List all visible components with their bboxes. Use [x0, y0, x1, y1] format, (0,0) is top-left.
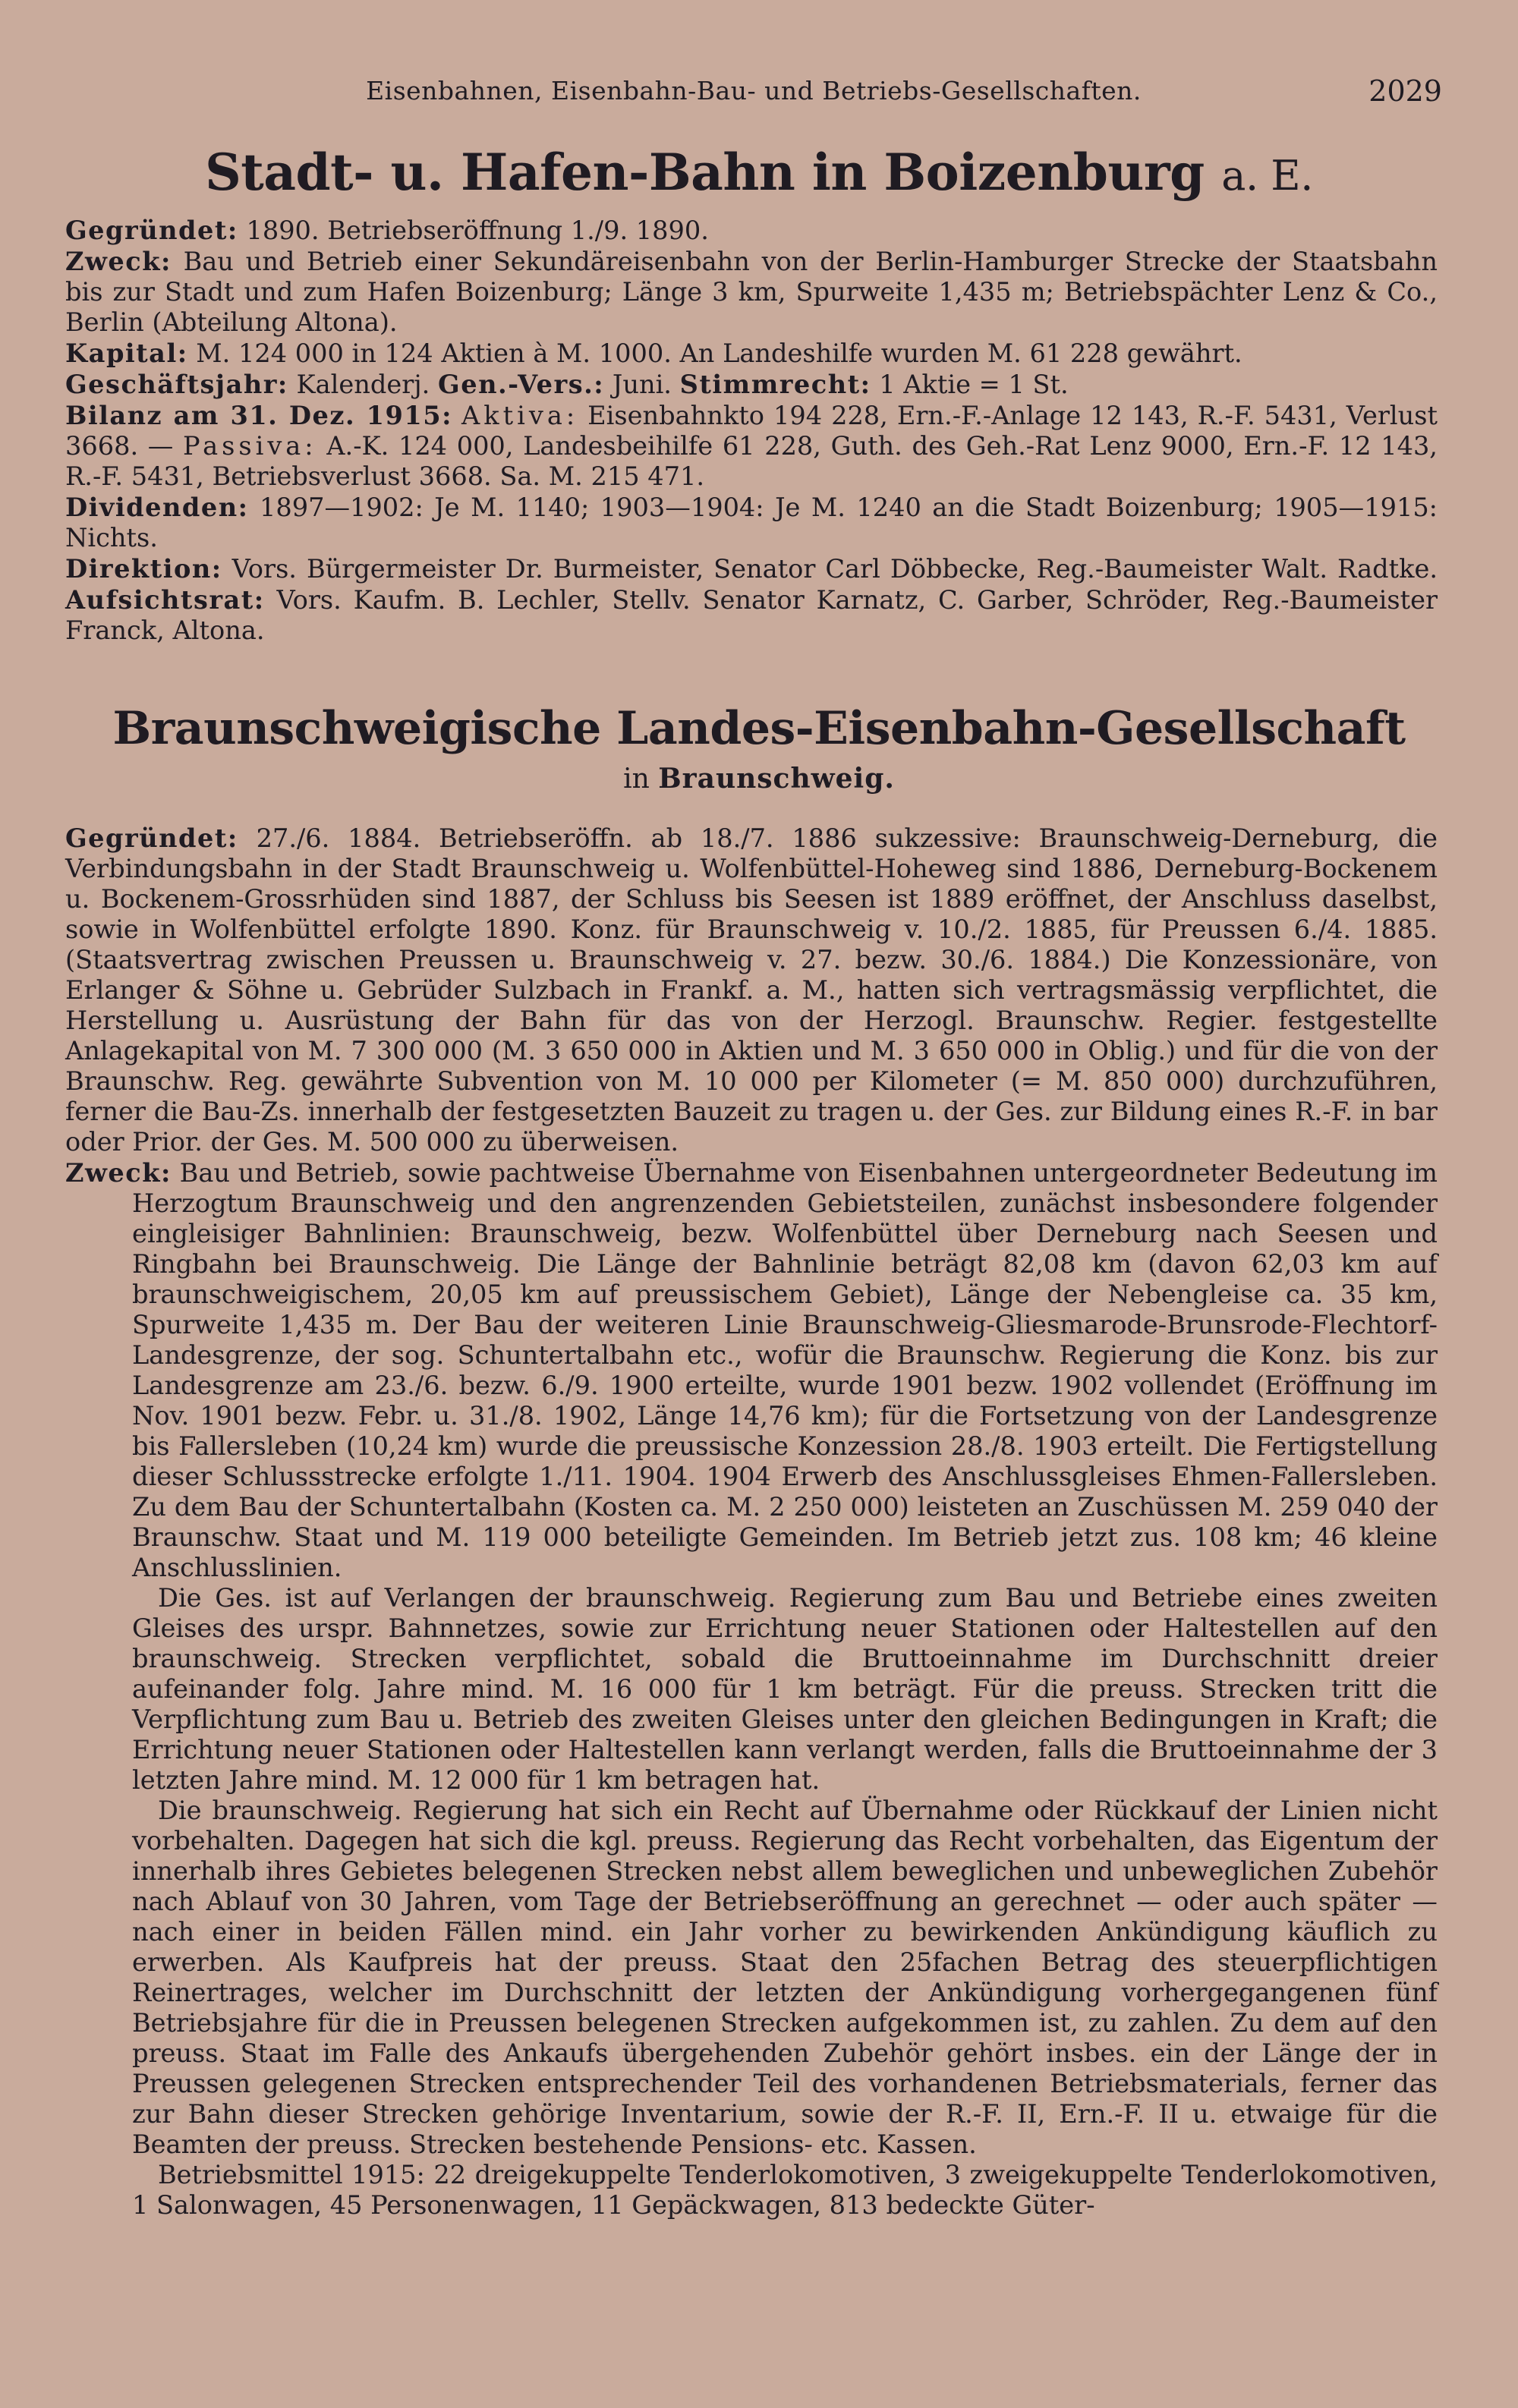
- label-betriebsmittel: Betriebsmittel 1915:: [158, 2160, 425, 2189]
- label-aktiva: Aktiva:: [461, 401, 579, 430]
- section1-title: [0, 143, 1518, 202]
- label-geschaeftsjahr: Geschäftsjahr:: [65, 369, 288, 399]
- label-passiva: Passiva:: [183, 431, 317, 461]
- label-stimmrecht: Stimmrecht:: [679, 369, 871, 399]
- section1-title-main: Stadt- u. Hafen-Bahn in Boizenburg: [205, 143, 1205, 202]
- section1-body: [65, 215, 1438, 646]
- stimmrecht-text: 1 Aktie = 1 St.: [871, 370, 1069, 399]
- label-bilanz: Bilanz am 31. Dez. 1915:: [65, 400, 453, 430]
- aufsichtsrat-text: Vors. Kaufm. B. Lechler, Stellv. Senator Karnatz, C. Garber, Schröder, Reg.-Baumeister Franck, Altona.: [65, 585, 1438, 645]
- para-gleise-text: Die Ges. ist auf Verlangen der braunschweig. Regierung zum Bau und Betriebe eines zweiten Gleises des urspr. Bahnnetzes, sowie zur Errichtung neuer Stationen oder Haltestellen auf den braunschweig. Strecken verpflichtet, sobald die Bruttoeinnahme im Durchschnitt dreier aufeinander folg. Jahre mind. M. 16 000 für 1 km beträgt. Für die preuss. Strecken tritt die Verpflichtung zum Bau u. Betrieb des zweiten Gleises unter den gleichen Bedingungen in Kraft; die Errichtung neuer Stationen oder Haltestellen kann verlangt werden, falls die Bruttoeinnahme der 3 letzten Jahre mind. M. 12 000 für 1 km betragen hat.: [132, 1583, 1438, 1795]
- section1-direktion: [65, 553, 1438, 646]
- zweck-2-text: Bau und Betrieb, sowie pachtweise Übernahme von Eisenbahnen untergeordneter Bedeutung im Herzogtum Braunschweig und den angrenzenden Gebietsteilen, zunächst insbesondere folgender eingleisiger Bahnlinien: Braunschweig, bezw. Wolfenbüttel über Derneburg nach Seesen und Ringbahn bei Braunschweig. Die Länge der Bahnlinie beträgt 82,08 km (davon 62,03 km auf braunschweigischem, 20,05 km auf preussischem Gebiet), Länge der Nebengleise ca. 35 km, Spurweite 1,435 m. Der Bau der weiteren Linie Braunschweig-Gliesmarode-Brunsrode-Flechtorf-Landesgrenze, der sog. Schuntertalbahn etc., wofür die Braunschw. Regierung die Konz. bis zur Landesgrenze am 23./6. bezw. 6./9. 1900 erteilte, wurde 1901 bezw. 1902 vollendet (Eröffnung im Nov. 1901 bezw. Febr. u. 31./8. 1902, Länge 14,76 km); für die Fortsetzung von der Landesgrenze bis Fallersleben (10,24 km) wurde die preussische Konzession 28./8. 1903 erteilt. Die Fertigstellung dieser Schlussstrecke erfolgte 1./11. 1904. 1904 Erwerb des Anschlussgleises Ehmen-Fallersleben. Zu dem Bau der Schuntertalbahn (Kosten ca. M. 2 250 000) leisteten an Zuschüssen M. 259 040 der Braunschw. Staat und M. 119 000 beteiligte Gemeinden. Im Betrieb jetzt zus. 108 km; 46 kleine Anschlusslinien.: [132, 1158, 1438, 1582]
- direktion-text: Vors. Bürgermeister Dr. Burmeister, Senator Carl Döbbecke, Reg.-Baumeister Walt. Radtke.: [222, 554, 1438, 584]
- label-gen-vers: Gen.-Vers.:: [438, 369, 605, 399]
- section1-dividenden: [65, 492, 1438, 553]
- label-kapital: Kapital:: [65, 338, 188, 368]
- section2-gegruendet: [65, 823, 1438, 1157]
- betriebsmittel-text: 22 dreigekuppelte Tenderlokomotiven, 3 zweigekuppelte Tenderlokomotiven, 1 Salonwagen, 45 Personenwagen, 11 Gepäckwagen, 813 bedeckte Güter-: [132, 2160, 1438, 2220]
- section2-body: [65, 823, 1438, 2221]
- label-gegruendet: Gegründet:: [65, 215, 238, 245]
- running-header-title: Eisenbahnen, Eisenbahn-Bau- und Betriebs-Gesellschaften.: [366, 76, 1142, 105]
- section2-betriebsmittel: [65, 2160, 1438, 2221]
- section2-subtitle: [0, 763, 1518, 795]
- section2-zweck: [65, 1157, 1438, 1583]
- label-gegruendet-2: Gegründet:: [65, 823, 238, 853]
- section1-gegruendet: [65, 215, 1438, 246]
- label-zweck: Zweck:: [65, 246, 172, 276]
- label-zweck-2: Zweck:: [65, 1157, 172, 1188]
- label-direktion: Direktion:: [65, 553, 222, 584]
- kapital-text: M. 124 000 in 124 Aktien à M. 1000. An Landeshilfe wurden M. 61 228 gewährt.: [187, 338, 1242, 368]
- section1-bilanz: [65, 400, 1438, 492]
- running-header: [65, 76, 1442, 114]
- aktiva-text: Eisenbahnkto 194 228, Ern.-F.-Anlage 12 143, R.-F. 5431, Verlust 3668. —: [65, 401, 1438, 461]
- zweck-text: Bau und Betrieb einer Sekundäreisenbahn von der Berlin-Hamburger Strecke der Staatsbahn bis zur Stadt und zum Hafen Boizenburg; Länge 3 km, Spurweite 1,435 m; Betriebspächter Lenz & Co., Berlin (Abteilung Altona).: [65, 247, 1438, 337]
- section1-geschaeftsjahr: [65, 369, 1438, 400]
- subtitle-city: Braunschweig.: [658, 763, 895, 795]
- section1-kapital: [65, 338, 1438, 369]
- gegruendet-text: 1890. Betriebseröffnung 1./9. 1890.: [238, 216, 709, 245]
- section2-para-rueckkauf: [65, 1796, 1438, 2160]
- passiva-text: A.-K. 124 000, Landesbeihilfe 61 228, Guth. des Geh.-Rat Lenz 9000, Ern.-F. 12 143, R.-F. 5431, Betriebsverlust 3668. Sa. M. 215 471.: [65, 431, 1438, 491]
- geschaeftsjahr-text: Kalenderj.: [288, 370, 439, 399]
- section1-title-suffix: a. E.: [1221, 152, 1313, 200]
- label-dividenden: Dividenden:: [65, 492, 249, 522]
- subtitle-prefix: in: [623, 763, 659, 795]
- dividenden-text: 1897—1902: Je M. 1140; 1903—1904: Je M. 1240 an die Stadt Boizenburg; 1905—1915: Nichts.: [65, 493, 1438, 552]
- section2-para-gleise: [65, 1583, 1438, 1796]
- section1-zweck: [65, 246, 1438, 338]
- gen-vers-text: Juni.: [604, 370, 680, 399]
- section2-title: Braunschweigische Landes-Eisenbahn-Gesellschaft: [112, 702, 1406, 755]
- para-rueckkauf-text: Die braunschweig. Regierung hat sich ein Recht auf Übernahme oder Rückkauf der Linien nicht vorbehalten. Dagegen hat sich die kgl. preuss. Regierung das Recht vorbehalten, das Eigentum der innerhalb ihres Gebietes belegenen Strecken nebst allem beweglichen und unbeweglichen Zubehör nach Ablauf von 30 Jahren, vom Tage der Betriebseröffnung an gerechnet — oder auch später — nach einer in beiden Fällen mind. ein Jahr vorher zu bewirkenden Ankündigung käuflich zu erwerben. Als Kaufpreis hat der preuss. Staat den 25fachen Betrag des steuerpflichtigen Reinertrages, welcher im Durchschnitt der letzten der Ankündigung vorhergegangenen fünf Betriebsjahre für die in Preussen belegenen Strecken aufgekommen ist, zu zahlen. Zu dem auf den preuss. Staat im Falle des Ankaufs übergehenden Zubehör gehört insbes. ein der Länge der in Preussen gelegenen Strecken entsprechender Teil des vorhandenen Betriebsmaterials, ferner das zur Bahn dieser Strecken gehörige Inventarium, sowie der R.-F. II, Ern.-F. II u. etwaige für die Beamten der preuss. Strecken bestehende Pensions- etc. Kassen.: [132, 1796, 1438, 2159]
- gegruendet-2-text: 27./6. 1884. Betriebseröffn. ab 18./7. 1886 sukzessive: Braunschweig-Derneburg, die Verbindungsbahn in der Stadt Braunschweig u. Wolfenbüttel-Hoheweg sind 1886, Derneburg-Bockenem u. Bockenem-Grossrhüden sind 1887, der Schluss bis Seesen ist 1889 eröffnet, der Anschluss daselbst, sowie in Wolfenbüttel erfolgte 1890. Konz. für Braunschweig v. 10./2. 1885, für Preussen 6./4. 1885. (Staatsvertrag zwischen Preussen u. Braunschweig v. 27. bezw. 30./6. 1884.) Die Konzessionäre, von Erlanger & Söhne u. Gebrüder Sulzbach in Frankf. a. M., hatten sich vertragsmässig verpflichtet, die Herstellung u. Ausrüstung der Bahn für das von der Herzogl. Braunschw. Regier. festgestellte Anlagekapital von M. 7 300 000 (M. 3 650 000 in Aktien und M. 3 650 000 in Oblig.) und für die von der Braunschw. Reg. gewährte Subvention von M. 10 000 per Kilometer (= M. 850 000) durchzuführen, ferner die Bau-Zs. innerhalb der festgesetzten Bauzeit zu tragen u. der Ges. zur Bildung eines R.-F. in bar oder Prior. der Ges. M. 500 000 zu überweisen.: [65, 823, 1438, 1157]
- page-number: 2029: [1368, 74, 1442, 108]
- label-aufsichtsrat: Aufsichtsrat:: [65, 584, 265, 615]
